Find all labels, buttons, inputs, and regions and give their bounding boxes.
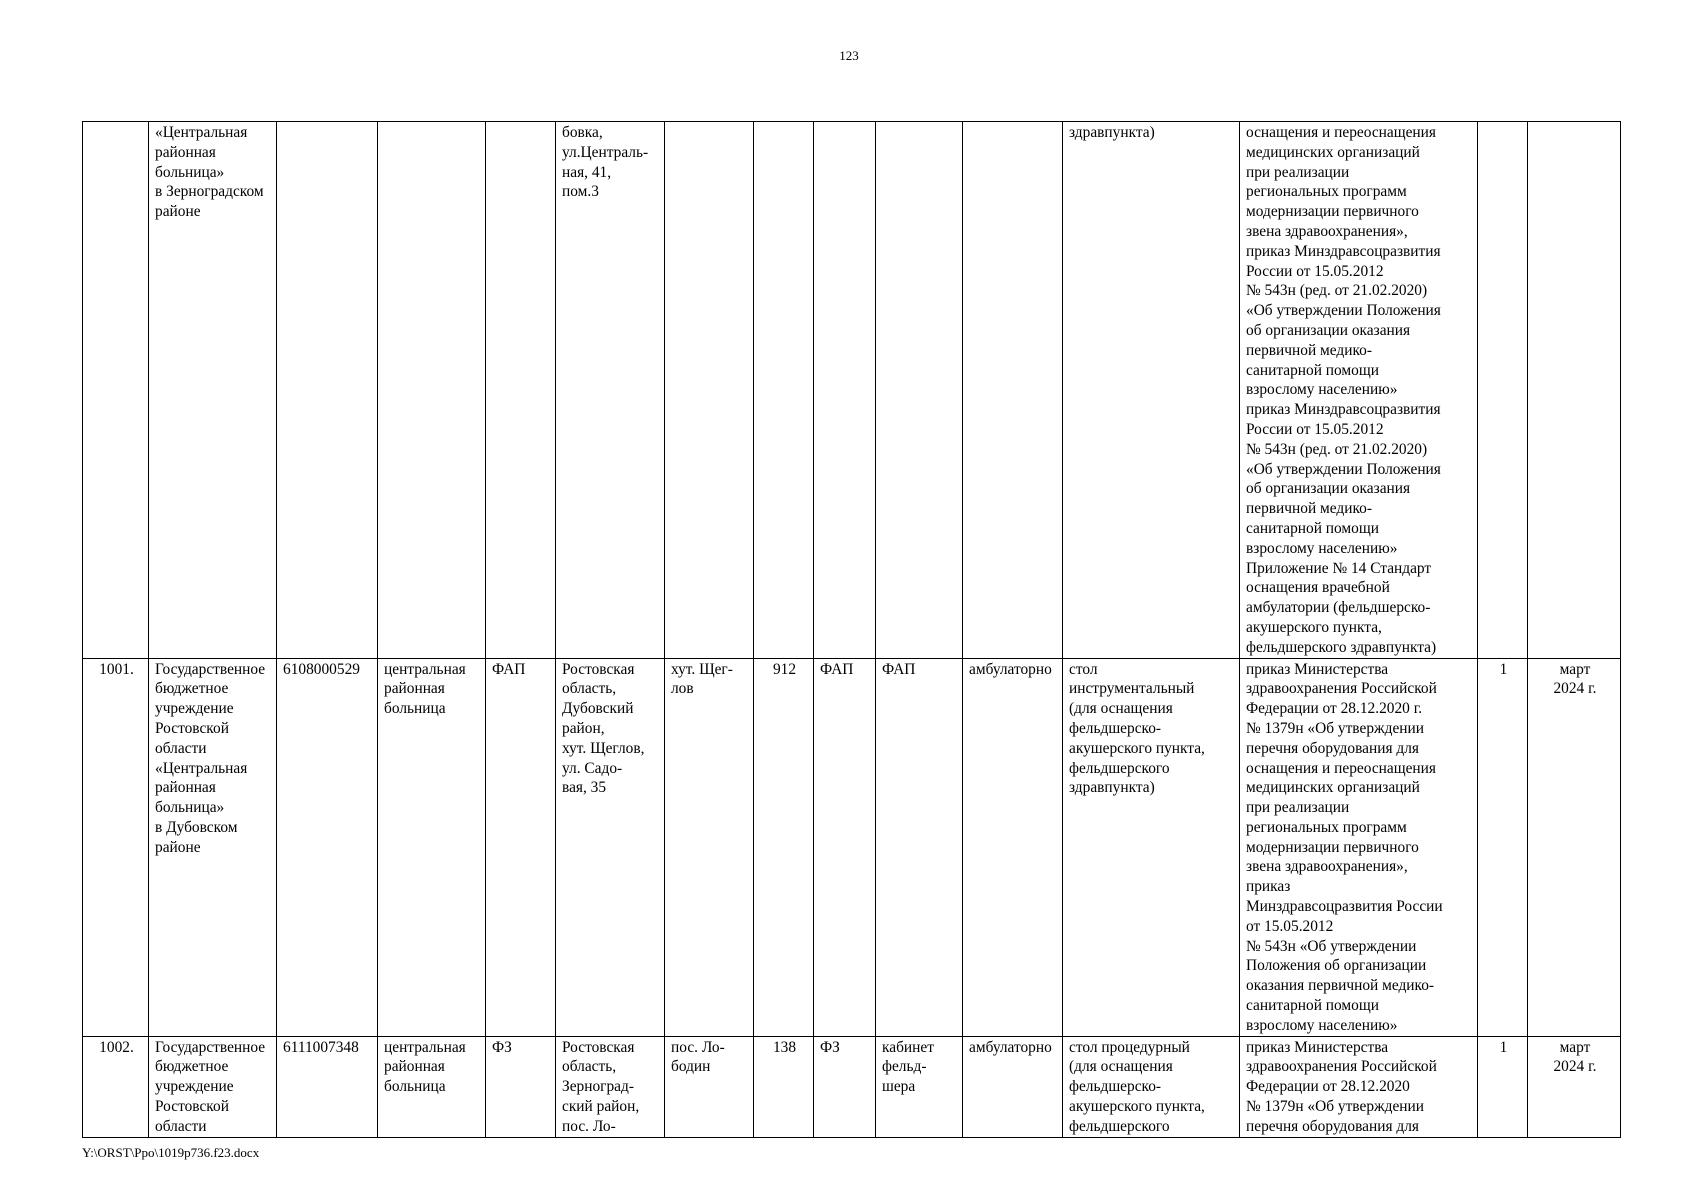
legal-basis: приказ Министерства здравоохранения Российской Федерации от 28.12.2020 г. № 1379н «Об утверждении перечня оборудования для оснащения и переоснащения медицинских организаций при реализации региональных программ модернизации первичного звена здравоохранения», приказ Минздравсоцразвития России от 15.05.2012 № 543н «Об утверждении Положения об организации оказания первичной медико- санитарной помощи взрослому населению» xyxy=(1240,658,1478,1036)
date: март 2024 г. xyxy=(1528,658,1621,1036)
row-number xyxy=(83,122,149,659)
footer-file-path: Y:\ORST\Ppo\1019p736.f23.docx xyxy=(82,1145,260,1160)
settlement: пос. Ло- бодин xyxy=(665,1036,754,1137)
unit-type-2: ФЗ xyxy=(814,1036,876,1137)
inn-code: 6108000529 xyxy=(277,658,378,1036)
settlement xyxy=(665,122,754,659)
equipment-register-table xyxy=(82,121,1621,1138)
unit-type: ФЗ xyxy=(486,1036,556,1137)
equipment-name: здравпункта) xyxy=(1063,122,1240,659)
population xyxy=(754,122,814,659)
table-row xyxy=(83,122,1621,659)
care-mode xyxy=(963,122,1063,659)
page-number: 123 xyxy=(839,48,859,63)
room xyxy=(876,122,963,659)
care-mode: амбулаторно xyxy=(963,658,1063,1036)
settlement: хут. Щег- лов xyxy=(665,658,754,1036)
row-number: 1001. xyxy=(83,658,149,1036)
population: 138 xyxy=(754,1036,814,1137)
care-mode: амбулаторно xyxy=(963,1036,1063,1137)
institution-name: Государственное бюджетное учреждение Ростовской области xyxy=(149,1036,277,1137)
address: Ростовская область, Зерноград- ский район, пос. Ло- xyxy=(556,1036,665,1137)
institution-name: «Центральная районная больница» в Зерноградском районе xyxy=(149,122,277,659)
row-number: 1002. xyxy=(83,1036,149,1137)
quantity: 1 xyxy=(1478,1036,1528,1137)
inn-code xyxy=(277,122,378,659)
institution-type: центральная районная больница xyxy=(378,658,486,1036)
address: бовка, ул.Централь- ная, 41, пом.3 xyxy=(556,122,665,659)
population: 912 xyxy=(754,658,814,1036)
unit-type-2: ФАП xyxy=(814,658,876,1036)
quantity xyxy=(1478,122,1528,659)
legal-basis: приказ Министерства здравоохранения Российской Федерации от 28.12.2020 № 1379н «Об утверждении перечня оборудования для xyxy=(1240,1036,1478,1137)
unit-type xyxy=(486,122,556,659)
room: ФАП xyxy=(876,658,963,1036)
unit-type: ФАП xyxy=(486,658,556,1036)
table-row xyxy=(83,658,1621,1036)
quantity: 1 xyxy=(1478,658,1528,1036)
room: кабинет фельд- шера xyxy=(876,1036,963,1137)
institution-type: центральная районная больница xyxy=(378,1036,486,1137)
institution-name: Государственное бюджетное учреждение Ростовской области «Центральная районная больница» в Дубовском районе xyxy=(149,658,277,1036)
date xyxy=(1528,122,1621,659)
table-row xyxy=(83,1036,1621,1137)
date: март 2024 г. xyxy=(1528,1036,1621,1137)
equipment-name: стол инструментальный (для оснащения фельдшерско- акушерского пункта, фельдшерского здравпункта) xyxy=(1063,658,1240,1036)
equipment-name: стол процедурный (для оснащения фельдшерско- акушерского пункта, фельдшерского xyxy=(1063,1036,1240,1137)
inn-code: 6111007348 xyxy=(277,1036,378,1137)
institution-type xyxy=(378,122,486,659)
legal-basis: оснащения и переоснащения медицинских организаций при реализации региональных программ модернизации первичного звена здравоохранения», приказ Минздравсоцразвития России от 15.05.2012 № 543н (ред. от 21.02.2020) «Об утверждении Положения об организации оказания первичной медико- санитарной помощи взрослому населению» приказ Минздравсоцразвития России от 15.05.2012 № 543н (ред. от 21.02.2020) «Об утверждении Положения об организации оказания первичной медико- санитарной помощи взрослому населению» Приложение № 14 Стандарт оснащения врачебной амбулатории (фельдшерско- акушерского пункта, фельдшерского здравпункта) xyxy=(1240,122,1478,659)
address: Ростовская область, Дубовский район, хут. Щеглов, ул. Садо- вая, 35 xyxy=(556,658,665,1036)
unit-type-2 xyxy=(814,122,876,659)
